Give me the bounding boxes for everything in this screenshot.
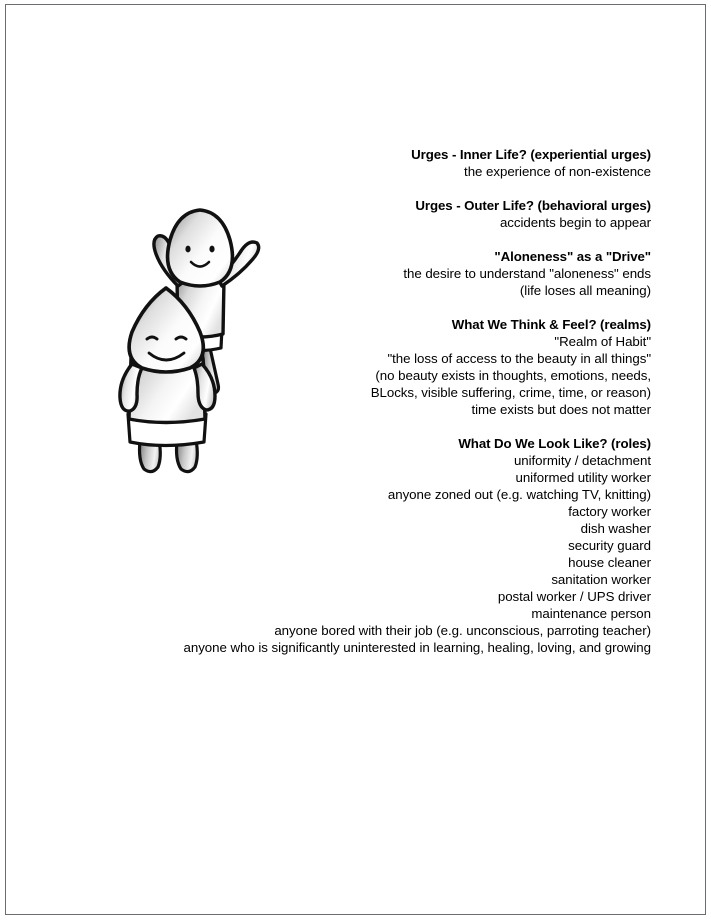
section-urges-outer-life bbox=[40, 197, 651, 231]
section-line: anyone who is significantly uninterested in learning, healing, loving, and growing bbox=[183, 640, 651, 655]
section-line: anyone zoned out (e.g. watching TV, knitting) bbox=[387, 487, 651, 502]
section-heading: "Aloneness" as a "Drive" bbox=[494, 249, 651, 264]
section-line: security guard bbox=[568, 538, 651, 553]
section-line: dish washer bbox=[580, 521, 651, 536]
section-line: maintenance person bbox=[531, 606, 651, 621]
section-line: uniformity / detachment bbox=[513, 453, 651, 468]
section-urges-inner-life bbox=[40, 146, 651, 180]
section-line: uniformed utility worker bbox=[515, 470, 651, 485]
section-line: the experience of non-existence bbox=[464, 164, 651, 179]
section-line: (life loses all meaning) bbox=[519, 283, 651, 298]
section-line: BLocks, visible suffering, crime, time, or reason) bbox=[370, 385, 651, 400]
section-heading: What Do We Look Like? (roles) bbox=[458, 436, 651, 451]
section-line: the desire to understand "aloneness" ends bbox=[403, 266, 651, 281]
section-line: factory worker bbox=[568, 504, 651, 519]
section-heading: What We Think & Feel? (realms) bbox=[451, 317, 651, 332]
section-aloneness-drive bbox=[40, 248, 651, 299]
section-line: postal worker / UPS driver bbox=[497, 589, 651, 604]
section-line: "the loss of access to the beauty in all things" bbox=[387, 351, 651, 366]
section-line: time exists but does not matter bbox=[471, 402, 651, 417]
section-line: house cleaner bbox=[568, 555, 651, 570]
section-line: "Realm of Habit" bbox=[554, 334, 651, 349]
section-line: sanitation worker bbox=[551, 572, 651, 587]
section-line: accidents begin to appear bbox=[499, 215, 651, 230]
section-heading: Urges - Inner Life? (experiential urges) bbox=[411, 147, 651, 162]
section-what-we-think-and-feel bbox=[40, 316, 651, 418]
section-line: anyone bored with their job (e.g. unconscious, parroting teacher) bbox=[274, 623, 651, 638]
section-what-do-we-look-like bbox=[40, 435, 651, 656]
text-column bbox=[40, 146, 651, 656]
section-heading: Urges - Outer Life? (behavioral urges) bbox=[415, 198, 651, 213]
section-line: (no beauty exists in thoughts, emotions, needs, bbox=[375, 368, 651, 383]
